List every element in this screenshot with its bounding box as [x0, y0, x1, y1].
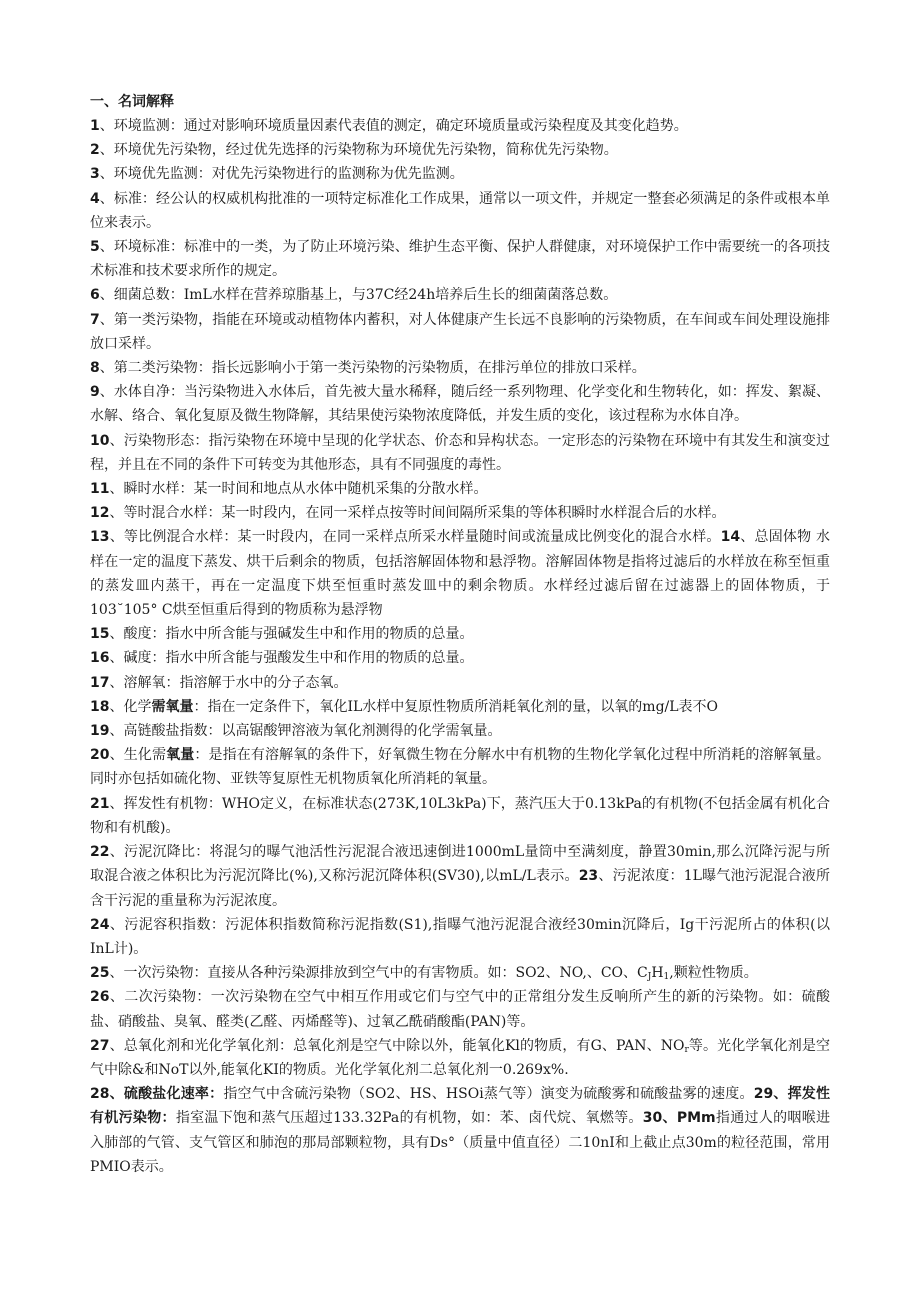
item-number: 3 — [90, 166, 100, 183]
item-text: 、第二类污染物：指长远影响小于第一类污染物的污染物质，在排污单位的排放口采样。 — [99, 360, 646, 377]
item-number: 6 — [90, 287, 100, 304]
definition-item-24 — [90, 913, 830, 961]
item-text: 、等比例混合水样：某一时段内，在同一采样点所采水样量随时间或流量成比例变化的混合水样。 — [109, 529, 721, 546]
definition-item-28 — [90, 1082, 830, 1179]
item-number: 8 — [90, 360, 100, 377]
definition-item-18 — [90, 695, 830, 719]
definition-item-6 — [90, 283, 830, 307]
item-number-30: 30 — [642, 1110, 663, 1127]
item-number-14: 14 — [720, 529, 741, 546]
item-number: 17 — [90, 674, 110, 691]
definition-item-5 — [90, 235, 830, 283]
item-text-rest: ：是指在有溶解氧的条件下，好氧微生物在分解水中有机物的生物化学氧化过程中所消耗的溶解氧量。同时亦包括如硫化物、亚铁等复原性无机物质氧化所消耗的氧量。 — [90, 747, 831, 788]
item-number: 28 — [90, 1086, 110, 1103]
definition-item-15 — [90, 622, 830, 646]
definition-item-3 — [90, 162, 830, 186]
item-number: 4 — [90, 190, 100, 207]
item-bold-term: 需氧量 — [151, 698, 194, 715]
definition-item-7 — [90, 308, 830, 356]
item-text: 、水体自净：当污染物进入水体后，首先被大量水稀释，随后经一系列物理、化学变化和生物转化，如：挥发、絮凝、水解、络合、氧化复原及微生物降解，其结果使污染物浓度降低，并发生质的变化，该过程称为水体自净。 — [90, 384, 830, 425]
item-number: 15 — [90, 626, 110, 643]
item-text: 、生化需 — [109, 747, 167, 764]
item-text-mid: H — [651, 965, 664, 982]
item-text: 、一次污染物：直接从各种污染源排放到空气中的有害物质。如：SO2、NO,、CO、C — [109, 965, 648, 982]
item-text-23: 、污泥浓度：1L曝气池污泥混合液所含干污泥的重量称为污泥浓度。 — [90, 868, 830, 909]
item-text-rest: ：指在一定条件下，氧化IL水样中复原性物质所消耗氧化剂的量，以氧的mg/L表不O — [193, 698, 719, 715]
subscript: 1 — [663, 972, 670, 983]
item-number: 21 — [90, 795, 110, 812]
item-text-29: 指室温下饱和蒸气压超过133.32Pa的有机物，如：苯、卤代烷、氧燃等。 — [175, 1110, 643, 1127]
item-number: 24 — [90, 916, 110, 933]
definition-item-25 — [90, 961, 830, 985]
definition-item-2 — [90, 138, 830, 162]
subscript: r — [684, 1044, 689, 1055]
item-text: 、细菌总数：ImL水样在营养琼脂基上，与37C经24h培养后生长的细菌菌落总数。 — [99, 287, 618, 304]
item-number: 27 — [90, 1037, 110, 1054]
item-text: 、等时混合水样：某一时段内，在同一采样点按等时间间隔所采集的等体积瞬时水样混合后的水样。 — [109, 505, 726, 522]
item-text: 、污泥沉降比：将混匀的曝气池活性污泥混合液迅速倒进1000mL量筒中至满刻度，静置30min,那么沉降污泥与所取混合液之体积比为污泥沉降比(%),又称污泥沉降体积(SV30),以mL/L表示。 — [90, 844, 830, 885]
item-text: 、环境优先监测：对优先污染物进行的监测称为优先监测。 — [99, 166, 464, 183]
item-text: 、瞬时水样：某一时间和地点从水体中随机采集的分散水样。 — [109, 481, 488, 498]
item-text: 、污泥容积指数：污泥体积指数简称污泥指数(S1),指曝气池污泥混合液经30min沉降后，Ig干污泥所占的体积(以InL计)。 — [90, 916, 830, 957]
item-text: 、标准：经公认的权威机构批准的一项特定标准化工作成果，通常以一项文件，并规定一整套必须满足的条件或根本单位来表示。 — [90, 190, 830, 231]
definition-list — [90, 114, 830, 1179]
item-text: 、酸度：指水中所含能与强碱发生中和作用的物质的总量。 — [109, 626, 474, 643]
subscript: J — [647, 972, 652, 983]
item-text: 、碱度：指水中所含能与强酸发生中和作用的物质的总量。 — [109, 650, 474, 667]
item-number: 10 — [90, 432, 110, 449]
definition-item-22 — [90, 840, 830, 913]
item-number: 25 — [90, 965, 110, 982]
item-bold-term: 氧量 — [166, 747, 195, 764]
item-number-23: 23 — [578, 868, 599, 885]
definition-item-27 — [90, 1034, 830, 1082]
definition-item-1 — [90, 114, 830, 138]
item-number: 18 — [90, 698, 110, 715]
item-number: 16 — [90, 650, 110, 667]
item-text: 、挥发性有机物：WHO定义，在标准状态(273K,10L3kPa)下，蒸汽压大于0.13kPa的有机物(不包括金属有机化合物和有机酸)。 — [90, 795, 830, 836]
item-number: 2 — [90, 142, 100, 159]
item-number: 11 — [90, 481, 110, 498]
definition-item-8 — [90, 356, 830, 380]
definition-item-16 — [90, 646, 830, 670]
item-text-rest: ,颗粒性物质。 — [669, 965, 758, 982]
item-number: 22 — [90, 844, 110, 861]
definition-item-11 — [90, 477, 830, 501]
item-bold-term: 、硫酸盐化速率： — [109, 1086, 224, 1103]
item-number: 5 — [90, 239, 100, 256]
definition-item-10 — [90, 429, 830, 477]
item-text: 、污染物形态：指污染物在环境中呈现的化学状态、价态和异构状态。一定形态的污染物在环境中有其发生和演变过程，并且在不同的条件下可转变为其他形态，具有不同强度的毒性。 — [90, 432, 830, 473]
definition-item-21 — [90, 792, 830, 840]
item-text: 、二次污染物：一次污染物在空气中相互作用或它们与空气中的正常组分发生反响所产生的新的污染物。如：硫酸盐、硝酸盐、臭氧、醛类(乙醛、丙烯醛等)、过氧乙酰硝酸酯(PAN)等。 — [90, 989, 830, 1030]
definition-item-9 — [90, 380, 830, 428]
definition-item-17 — [90, 671, 830, 695]
item-text-30: 指通过人的咽喉进入肺部的气管、支气管区和肺泡的那局部颗粒物，具有Ds°（质量中值直径）二10nI和上截止点30m的粒径范围，常用PMIO表示。 — [90, 1110, 831, 1175]
item-number: 19 — [90, 723, 110, 740]
item-text: 、第一类污染物，指能在环境或动植物体内蓄积，对人体健康产生长远不良影响的污染物质，在车间或车间处理设施排放口采样。 — [90, 311, 830, 352]
item-text-14: 、总固体物 水样在一定的温度下蒸发、烘干后剩余的物质，包括溶解固体物和悬浮物。溶解固体物是指将过滤后的水样放在称至恒重的蒸发皿内蒸干，再在一定温度下烘至恒重时蒸发皿中的剩余物质。水样经过滤后留在过滤器上的固体物质，于103˘105° C烘至恒重后得到的物质称为悬浮物 — [90, 529, 830, 619]
definition-item-26 — [90, 985, 830, 1033]
item-text: 指空气中含硫污染物（SO2、HS、HSOi蒸气等）演变为硫酸雾和硫酸盐雾的速度。 — [223, 1086, 754, 1103]
item-text: 、化学 — [109, 698, 152, 715]
item-text: 、环境监测：通过对影响环境质量因素代表值的测定，确定环境质量或污染程度及其变化趋势。 — [99, 118, 688, 134]
item-number: 26 — [90, 989, 110, 1006]
item-number: 7 — [90, 311, 100, 328]
item-number: 9 — [90, 384, 100, 401]
item-number: 20 — [90, 747, 110, 764]
item-number: 1 — [90, 118, 100, 134]
definition-item-20 — [90, 743, 830, 791]
item-text: 、环境标准：标准中的一类，为了防止环境污染、维护生态平衡、保护人群健康，对环境保护工作中需要统一的各项技术标准和技术要求所作的规定。 — [90, 239, 830, 280]
item-text: 、总氧化剂和光化学氧化剂：总氧化剂是空气中除以外，能氧化Kl的物质，有G、PAN、NO — [109, 1037, 685, 1054]
definition-item-13 — [90, 525, 830, 622]
item-number: 12 — [90, 505, 110, 522]
item-bold-term-30: 、PMm — [662, 1110, 716, 1127]
section-title: 一、名词解释 — [90, 94, 174, 110]
item-text: 、高链酸盐指数：以高锯酸钾溶液为氧化剂测得的化学需氧量。 — [109, 723, 502, 740]
definition-item-12 — [90, 501, 830, 525]
item-bold-term-29: 、挥发性有机污染物： — [90, 1086, 831, 1127]
item-number-29: 29 — [753, 1086, 774, 1103]
item-text: 、溶解氧：指溶解于水中的分子态氧。 — [109, 674, 348, 691]
item-number: 13 — [90, 529, 110, 546]
item-text-rest: 等。光化学氧化剂是空气中除&和NoT以外,能氧化KI的物质。光化学氧化剂二总氧化剂一0.269x%. — [90, 1037, 831, 1078]
definition-item-4 — [90, 187, 830, 235]
item-text: 、环境优先污染物，经过优先选择的污染物称为环境优先污染物，简称优先污染物。 — [99, 142, 618, 159]
definition-item-19 — [90, 719, 830, 743]
